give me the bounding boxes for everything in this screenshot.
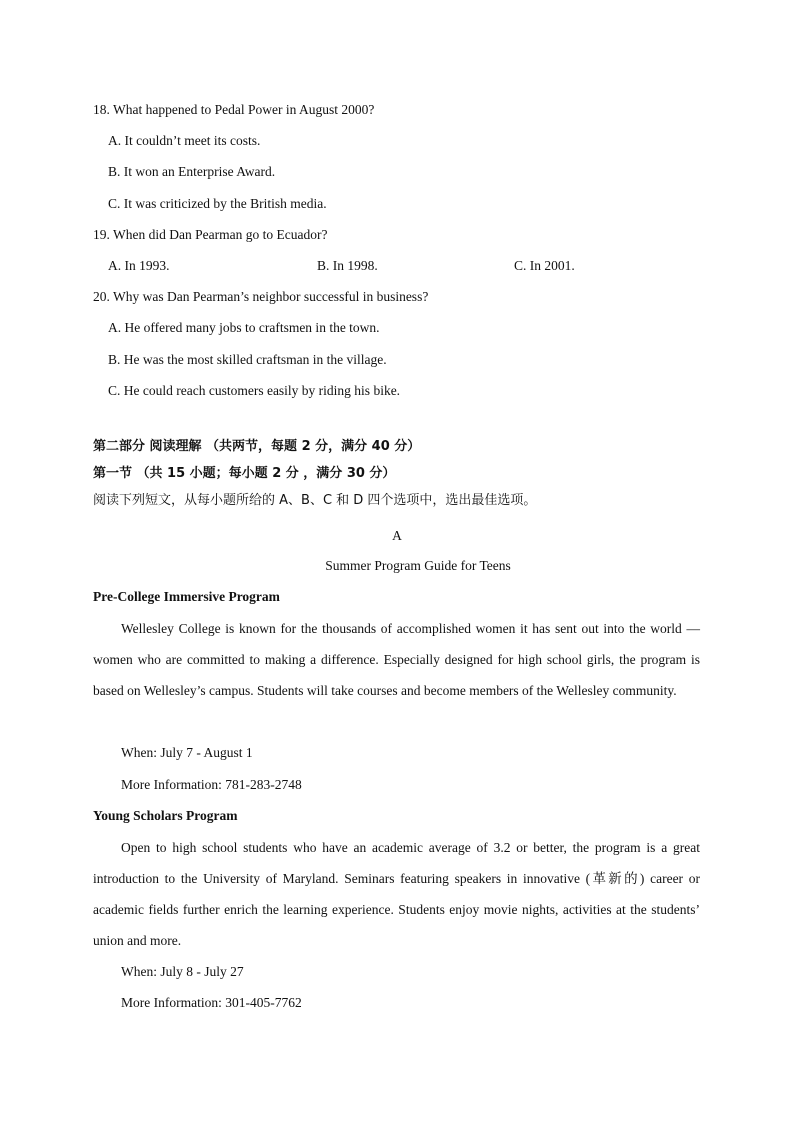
part-2-heading: 第二部分 阅读理解 （共两节，每题 2 分，满分 40 分） [93, 439, 421, 454]
program-1-body: Wellesley College is known for the thousands of accomplished women it has sent out into the world — women who are committed to making a difference. Especially designed for high school girls, the program is based on Wellesley’s campus. Students will take courses and become members of the Wellesley community. [93, 621, 700, 698]
program-1-contact: More Information: 781-283-2748 [121, 777, 302, 792]
program-2-dates: When: July 8 - July 27 [121, 964, 244, 979]
program-2-name: Young Scholars Program [93, 808, 238, 823]
question-20-option-a: A. He offered many jobs to craftsmen in the town. [108, 320, 380, 335]
question-18-option-b: B. It won an Enterprise Award. [108, 164, 276, 179]
section-instruction: 阅读下列短文，从每小题所给的 A、B、C 和 D 四个选项中，选出最佳选项。 [93, 493, 537, 508]
section-1-heading: 第一节 （共 15 小题；每小题 2 分 ，满分 30 分） [93, 466, 396, 481]
program-2-body: Open to high school students who have an academic average of 3.2 or better, the program is a great introduction to the University of Maryland. Seminars featuring speakers in innovative (革新的) career or academic fields further enrich the learning experience. Students enjoy movie nights, activities at the students’ union and more. [93, 840, 700, 948]
question-19-option-c: C. In 2001. [514, 258, 575, 273]
question-20: 20. Why was Dan Pearman’s neighbor successful in business? [93, 289, 429, 304]
program-2-contact: More Information: 301-405-7762 [121, 995, 302, 1010]
question-19: 19. When did Dan Pearman go to Ecuador? [93, 227, 328, 242]
question-19-option-a: A. In 1993. [108, 258, 170, 273]
program-1-dates: When: July 7 - August 1 [121, 745, 253, 760]
question-18-option-c: C. It was criticized by the British media. [108, 196, 327, 211]
question-19-option-b: B. In 1998. [317, 258, 378, 273]
question-20-option-b: B. He was the most skilled craftsman in the village. [108, 352, 387, 367]
question-18-option-a: A. It couldn’t meet its costs. [108, 133, 261, 148]
passage-title: Summer Program Guide for Teens [325, 558, 511, 573]
program-1-name: Pre-College Immersive Program [93, 589, 280, 604]
passage-letter: A [392, 528, 402, 543]
question-18: 18. What happened to Pedal Power in August 2000? [93, 102, 375, 117]
question-20-option-c: C. He could reach customers easily by riding his bike. [108, 383, 401, 398]
